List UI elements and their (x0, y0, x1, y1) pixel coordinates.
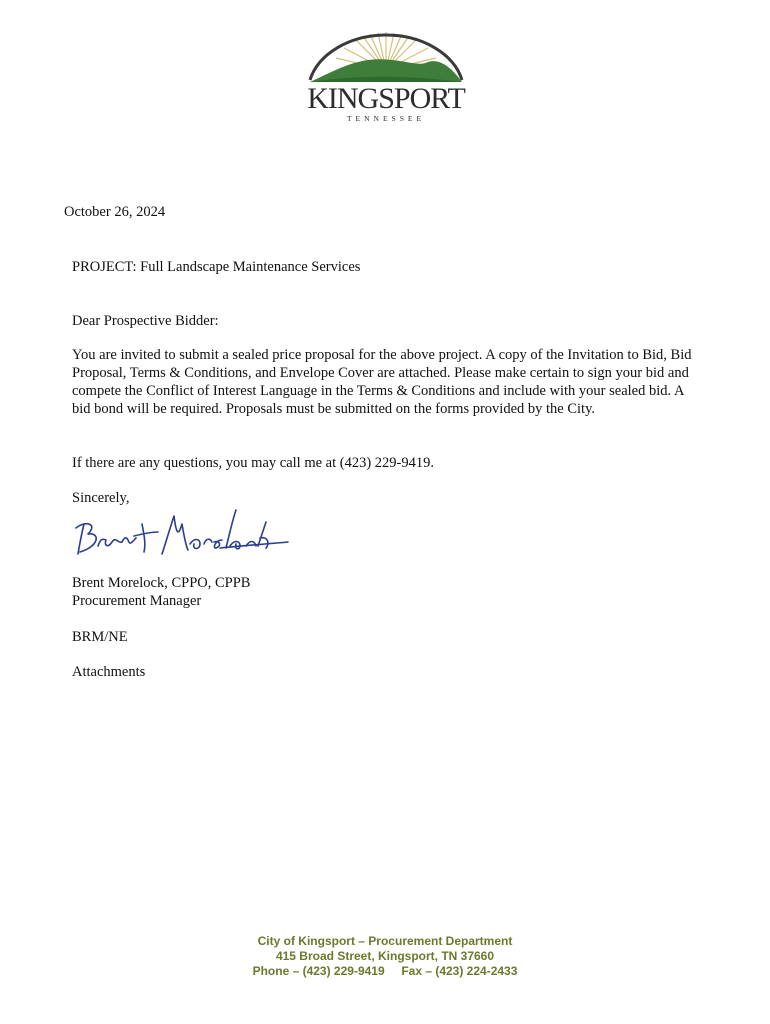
logo-city-name: KINGSPORT (307, 82, 465, 115)
body-paragraph-2: If there are any questions, you may call me at (423) 229-9419. (72, 455, 434, 471)
footer-department: City of Kingsport – Procurement Department (257, 934, 513, 948)
enclosure-line: Attachments (72, 664, 146, 680)
signature (70, 502, 292, 562)
signer-name: Brent Morelock, CPPO, CPPB (72, 575, 251, 591)
footer-phone-fax: Phone – (423) 229-9419 Fax – (423) 224-2433 (252, 964, 518, 978)
logo-state-name: TENNESSEE (346, 114, 426, 123)
signer-title: Procurement Manager (72, 593, 202, 609)
sunrise-mountain-icon (300, 18, 472, 88)
handwritten-signature-icon (70, 502, 292, 562)
footer-address: 415 Broad Street, Kingsport, TN 37660 (275, 949, 495, 963)
salutation: Dear Prospective Bidder: (72, 313, 219, 329)
kingsport-logo (300, 18, 472, 130)
body-paragraph-1: You are invited to submit a sealed price proposal for the above project. A copy of the Invitation to Bid, Bid Proposal, Terms & Conditions, and Envelope Cover are attached. Please make certain to sign your bid and compete the Conflict of Interest Language in the Terms & Conditions and include with your sealed bid. A bid bond will be required. Proposals must be submitted on the forms provided by the City. (72, 347, 692, 417)
letter-date: October 26, 2024 (64, 204, 166, 220)
project-line: PROJECT: Full Landscape Maintenance Services (72, 259, 361, 275)
initials: BRM/NE (72, 629, 128, 645)
closing: Sincerely, (72, 490, 130, 506)
